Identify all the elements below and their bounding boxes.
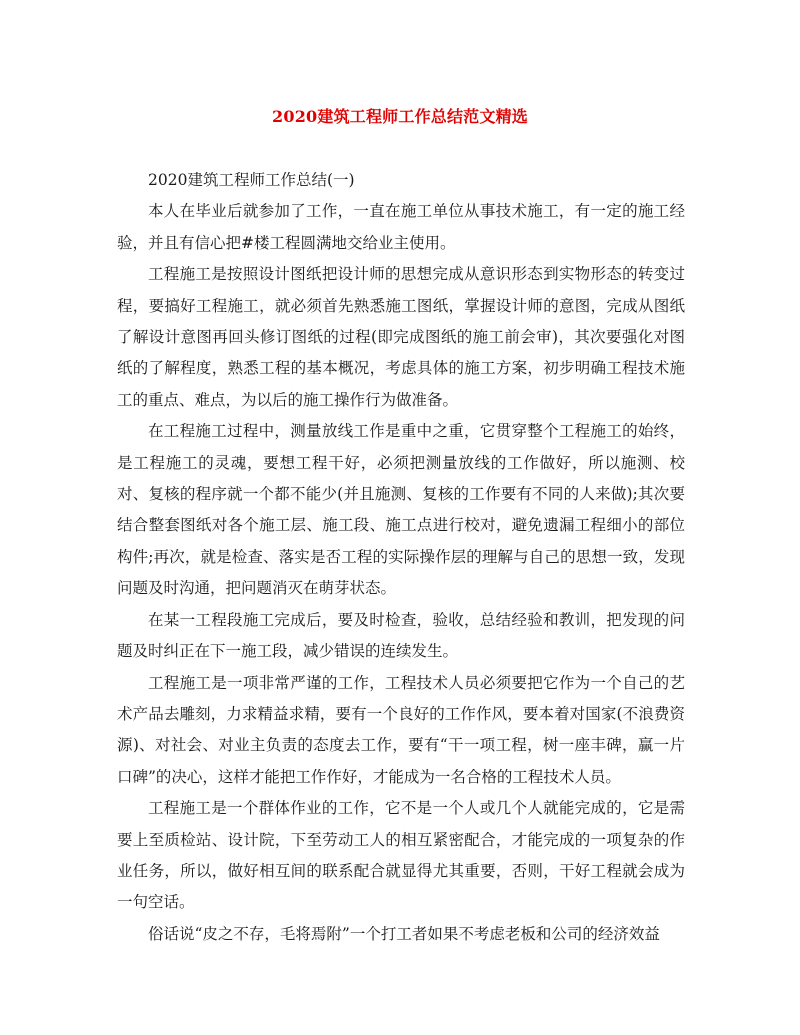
section-heading: 2020建筑工程师工作总结(一) [148,171,355,189]
paragraph-6: 工程施工是一个群体作业的工作，它不是一个人或几个人就能完成的，它是需要上至质检站、设计院，下至劳动工人的相互紧密配合，才能完成的一项复杂的作业任务，所以，做好相互间的联系配合就显得尤其重要，否则，干好工程就会成为一句空话。 [117,799,685,912]
paragraph-3: 在工程施工过程中，测量放线工作是重中之重，它贯穿整个工程施工的始终，是工程施工的灵魂，要想工程干好，必须把测量放线的工作做好，所以施测、校对、复核的程序就一个都不能少(并且施测、复核的工作要有不同的人来做);其次要结合整套图纸对各个施工层、施工段、施工点进行校对，避免遗漏工程细小的部位构件;再次，就是检查、落实是否工程的实际操作层的理解与自己的思想一致，发现问题及时沟通，把问题消灭在萌芽状态。 [117,422,685,598]
paragraph-1: 本人在毕业后就参加了工作，一直在施工单位从事技术施工，有一定的施工经验，并且有信心把#楼工程圆满地交给业主使用。 [117,202,685,252]
paragraph-5: 工程施工是一项非常严谨的工作，工程技术人员必须要把它作为一个自己的艺术产品去雕刻，力求精益求精，要有一个良好的工作作风，要本着对国家(不浪费资源)、对社会、对业主负责的态度去工作，要有“干一项工程，树一座丰碑，赢一片口碑”的决心，这样才能把工作作好，才能成为一名合格的工程技术人员。 [117,673,685,786]
paragraph-4: 在某一工程段施工完成后，要及时检查，验收，总结经验和教训，把发现的问题及时纠正在下一施工段，减少错误的连续发生。 [117,610,685,661]
paragraph-7: 俗话说“皮之不存，毛将焉附”一个打工者如果不考虑老板和公司的经济效益 [148,924,660,943]
paragraph-2: 工程施工是按照设计图纸把设计师的思想完成从意识形态到实物形态的转变过程，要搞好工程施工，就必须首先熟悉施工图纸，掌握设计师的意图，完成从图纸了解设计意图再回头修订图纸的过程(即完成图纸的施工前会审)，其次要强化对图纸的了解程度，熟悉工程的基本概况，考虑具体的施工方案，初步明确工程技术施工的重点、难点，为以后的施工操作行为做准备。 [117,265,685,409]
document-title: 2020建筑工程师工作总结范文精选 [272,107,528,126]
document-body [117,165,685,950]
